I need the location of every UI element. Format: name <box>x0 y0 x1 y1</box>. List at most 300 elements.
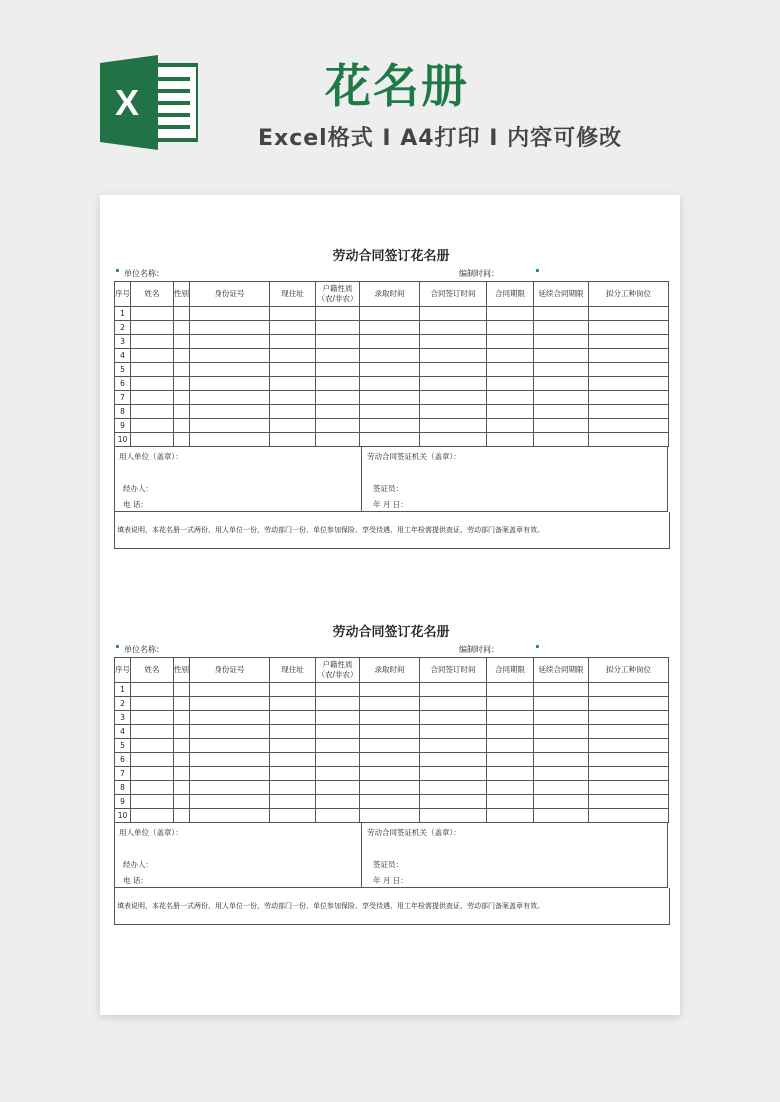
excel-logo-icon <box>100 55 198 150</box>
table-cell[interactable] <box>270 335 316 349</box>
roster-table <box>114 657 669 823</box>
table-cell[interactable] <box>589 697 669 711</box>
table-cell[interactable] <box>270 377 316 391</box>
signature-section <box>114 447 668 512</box>
table-row <box>115 433 669 447</box>
table-row <box>115 781 669 795</box>
table-cell[interactable] <box>270 433 316 447</box>
table-cell[interactable] <box>316 419 360 433</box>
table-row <box>115 795 669 809</box>
table-cell[interactable] <box>270 711 316 725</box>
table-cell[interactable] <box>420 739 487 753</box>
unit-name-label: 单位名称： <box>124 645 164 654</box>
table-cell[interactable] <box>360 683 420 697</box>
row-number: 7 <box>115 767 131 781</box>
column-header: 性别 <box>174 282 190 307</box>
table-cell[interactable] <box>131 307 174 321</box>
table-row <box>115 349 669 363</box>
compile-date-label: 编制时间： <box>459 645 499 654</box>
table-cell[interactable] <box>589 419 669 433</box>
table-cell[interactable] <box>131 767 174 781</box>
table-cell[interactable] <box>487 307 534 321</box>
table-cell[interactable] <box>316 405 360 419</box>
table-cell[interactable] <box>174 725 190 739</box>
table-cell[interactable] <box>534 767 589 781</box>
table-cell[interactable] <box>174 405 190 419</box>
table-cell[interactable] <box>360 795 420 809</box>
unit-name-label: 单位名称： <box>124 269 164 278</box>
row-number: 1 <box>115 307 131 321</box>
sheet-title: 劳动合同签订花名册 <box>332 625 450 640</box>
table-cell[interactable] <box>420 809 487 823</box>
row-number: 6 <box>115 377 131 391</box>
table-cell[interactable] <box>190 363 270 377</box>
table-cell[interactable] <box>316 767 360 781</box>
table-cell[interactable] <box>534 391 589 405</box>
sheet-title: 劳动合同签订花名册 <box>332 249 450 264</box>
roster-table <box>114 281 669 447</box>
table-cell[interactable] <box>316 391 360 405</box>
table-cell[interactable] <box>316 781 360 795</box>
table-header-row <box>115 282 669 307</box>
column-header: 姓名 <box>131 282 174 307</box>
table-row <box>115 391 669 405</box>
table-cell[interactable] <box>190 795 270 809</box>
table-cell[interactable] <box>360 809 420 823</box>
table-cell[interactable] <box>487 753 534 767</box>
table-cell[interactable] <box>534 307 589 321</box>
table-cell[interactable] <box>589 363 669 377</box>
row-number: 3 <box>115 335 131 349</box>
row-number: 9 <box>115 795 131 809</box>
table-cell[interactable] <box>174 321 190 335</box>
table-cell[interactable] <box>270 753 316 767</box>
table-cell[interactable] <box>131 321 174 335</box>
row-number: 2 <box>115 321 131 335</box>
table-cell[interactable] <box>420 363 487 377</box>
table-cell[interactable] <box>420 419 487 433</box>
table-cell[interactable] <box>534 711 589 725</box>
table-cell[interactable] <box>360 377 420 391</box>
date-line: 年 月 日： <box>373 876 408 885</box>
table-cell[interactable] <box>270 781 316 795</box>
table-cell[interactable] <box>420 753 487 767</box>
table-cell[interactable] <box>589 433 669 447</box>
row-number: 4 <box>115 349 131 363</box>
roster-sheet <box>114 623 668 925</box>
table-cell[interactable] <box>174 809 190 823</box>
handler-label: 经办人： <box>123 860 153 869</box>
table-cell[interactable] <box>589 795 669 809</box>
table-cell[interactable] <box>420 349 487 363</box>
table-cell[interactable] <box>190 377 270 391</box>
column-header: 合同期限 <box>487 658 534 683</box>
table-cell[interactable] <box>316 321 360 335</box>
table-row <box>115 725 669 739</box>
table-cell[interactable] <box>174 753 190 767</box>
table-cell[interactable] <box>131 795 174 809</box>
row-number: 5 <box>115 739 131 753</box>
table-cell[interactable] <box>534 321 589 335</box>
table-cell[interactable] <box>131 697 174 711</box>
table-cell[interactable] <box>131 753 174 767</box>
cell-marker-icon <box>536 269 539 272</box>
table-cell[interactable] <box>420 725 487 739</box>
table-row <box>115 419 669 433</box>
fill-instructions: 填表说明，本花名册一式两份，用人单位一份、劳动部门一份、单位参加保险、享受待遇、用工年检需提供查证、劳动部门备案盖章有效。 <box>114 512 670 549</box>
table-cell[interactable] <box>270 419 316 433</box>
table-cell[interactable] <box>316 753 360 767</box>
row-number: 9 <box>115 419 131 433</box>
table-cell[interactable] <box>131 433 174 447</box>
table-cell[interactable] <box>174 795 190 809</box>
table-cell[interactable] <box>589 781 669 795</box>
table-cell[interactable] <box>270 349 316 363</box>
table-cell[interactable] <box>316 349 360 363</box>
table-cell[interactable] <box>360 321 420 335</box>
column-header: 拟分工种岗位 <box>589 282 669 307</box>
table-cell[interactable] <box>131 363 174 377</box>
table-cell[interactable] <box>420 795 487 809</box>
table-cell[interactable] <box>420 767 487 781</box>
table-cell[interactable] <box>360 739 420 753</box>
table-cell[interactable] <box>420 321 487 335</box>
table-row <box>115 767 669 781</box>
signature-section <box>114 823 668 888</box>
table-cell[interactable] <box>420 433 487 447</box>
table-cell[interactable] <box>487 377 534 391</box>
employer-seal-label: 用人单位（盖章）： <box>119 828 183 837</box>
table-cell[interactable] <box>190 349 270 363</box>
table-cell[interactable] <box>534 433 589 447</box>
table-cell[interactable] <box>174 781 190 795</box>
column-header: 性别 <box>174 658 190 683</box>
table-cell[interactable] <box>190 321 270 335</box>
table-cell[interactable] <box>487 725 534 739</box>
table-cell[interactable] <box>270 739 316 753</box>
handler-label: 经办人： <box>123 484 153 493</box>
cell-marker-icon <box>536 645 539 648</box>
table-cell[interactable] <box>534 697 589 711</box>
table-cell[interactable] <box>487 683 534 697</box>
table-cell[interactable] <box>360 419 420 433</box>
table-cell[interactable] <box>589 725 669 739</box>
table-cell[interactable] <box>174 433 190 447</box>
table-row <box>115 335 669 349</box>
table-cell[interactable] <box>589 349 669 363</box>
table-cell[interactable] <box>316 683 360 697</box>
table-cell[interactable] <box>190 725 270 739</box>
column-header: 户籍性质（农/非农） <box>316 658 360 683</box>
row-number: 4 <box>115 725 131 739</box>
table-cell[interactable] <box>589 809 669 823</box>
table-cell[interactable] <box>487 335 534 349</box>
column-header: 现住址 <box>270 658 316 683</box>
row-number: 8 <box>115 781 131 795</box>
table-cell[interactable] <box>190 335 270 349</box>
table-cell[interactable] <box>420 405 487 419</box>
table-cell[interactable] <box>360 405 420 419</box>
table-cell[interactable] <box>534 753 589 767</box>
column-header: 身份证号 <box>190 282 270 307</box>
table-cell[interactable] <box>270 321 316 335</box>
table-cell[interactable] <box>131 683 174 697</box>
phone-label: 电 话： <box>123 500 148 509</box>
agency-seal-label: 劳动合同签证机关（盖章）： <box>367 828 461 837</box>
table-cell[interactable] <box>360 711 420 725</box>
table-cell[interactable] <box>316 739 360 753</box>
table-cell[interactable] <box>534 781 589 795</box>
row-number: 3 <box>115 711 131 725</box>
table-cell[interactable] <box>270 809 316 823</box>
table-cell[interactable] <box>589 405 669 419</box>
table-row <box>115 739 669 753</box>
table-cell[interactable] <box>270 391 316 405</box>
table-cell[interactable] <box>190 767 270 781</box>
table-cell[interactable] <box>131 391 174 405</box>
table-cell[interactable] <box>131 809 174 823</box>
table-cell[interactable] <box>534 405 589 419</box>
table-cell[interactable] <box>190 697 270 711</box>
column-header: 现住址 <box>270 282 316 307</box>
table-cell[interactable] <box>589 683 669 697</box>
table-cell[interactable] <box>589 711 669 725</box>
column-header: 身份证号 <box>190 658 270 683</box>
table-row <box>115 697 669 711</box>
table-cell[interactable] <box>534 335 589 349</box>
table-cell[interactable] <box>589 391 669 405</box>
table-cell[interactable] <box>174 391 190 405</box>
table-cell[interactable] <box>190 683 270 697</box>
table-row <box>115 377 669 391</box>
table-cell[interactable] <box>360 391 420 405</box>
table-cell[interactable] <box>270 405 316 419</box>
table-cell[interactable] <box>360 753 420 767</box>
logo-letter: X <box>114 82 140 123</box>
table-row <box>115 711 669 725</box>
cell-marker-icon <box>116 645 119 648</box>
table-cell[interactable] <box>360 363 420 377</box>
fill-instructions: 填表说明，本花名册一式两份，用人单位一份、劳动部门一份、单位参加保险、享受待遇、用工年检需提供查证、劳动部门备案盖章有效。 <box>114 888 670 925</box>
table-row <box>115 363 669 377</box>
table-cell[interactable] <box>420 335 487 349</box>
table-cell[interactable] <box>487 781 534 795</box>
table-cell[interactable] <box>487 405 534 419</box>
table-row <box>115 683 669 697</box>
row-number: 10 <box>115 809 131 823</box>
table-cell[interactable] <box>131 711 174 725</box>
row-number: 5 <box>115 363 131 377</box>
table-cell[interactable] <box>316 377 360 391</box>
table-cell[interactable] <box>270 363 316 377</box>
table-cell[interactable] <box>487 711 534 725</box>
table-cell[interactable] <box>174 767 190 781</box>
column-header: 拟分工种岗位 <box>589 658 669 683</box>
table-cell[interactable] <box>534 349 589 363</box>
column-header: 户籍性质（农/非农） <box>316 282 360 307</box>
table-cell[interactable] <box>174 683 190 697</box>
table-cell[interactable] <box>131 419 174 433</box>
table-cell[interactable] <box>534 419 589 433</box>
table-cell[interactable] <box>270 683 316 697</box>
table-cell[interactable] <box>487 809 534 823</box>
table-cell[interactable] <box>190 391 270 405</box>
table-cell[interactable] <box>131 335 174 349</box>
table-cell[interactable] <box>174 349 190 363</box>
table-cell[interactable] <box>316 363 360 377</box>
table-cell[interactable] <box>487 419 534 433</box>
table-cell[interactable] <box>534 683 589 697</box>
agency-seal-label: 劳动合同签证机关（盖章）： <box>367 452 461 461</box>
table-cell[interactable] <box>487 767 534 781</box>
table-row <box>115 809 669 823</box>
table-row <box>115 405 669 419</box>
date-line: 年 月 日： <box>373 500 408 509</box>
table-cell[interactable] <box>487 433 534 447</box>
table-cell[interactable] <box>589 377 669 391</box>
table-cell[interactable] <box>360 767 420 781</box>
table-cell[interactable] <box>360 697 420 711</box>
column-header: 序号 <box>115 658 131 683</box>
table-cell[interactable] <box>420 711 487 725</box>
table-cell[interactable] <box>190 809 270 823</box>
table-cell[interactable] <box>487 391 534 405</box>
table-cell[interactable] <box>174 307 190 321</box>
table-cell[interactable] <box>487 795 534 809</box>
table-cell[interactable] <box>316 809 360 823</box>
column-header: 延续合同期限 <box>534 658 589 683</box>
table-row <box>115 307 669 321</box>
table-cell[interactable] <box>360 335 420 349</box>
table-cell[interactable] <box>270 307 316 321</box>
table-cell[interactable] <box>174 711 190 725</box>
table-cell[interactable] <box>131 739 174 753</box>
table-cell[interactable] <box>270 767 316 781</box>
table-cell[interactable] <box>420 697 487 711</box>
cell-marker-icon <box>116 269 119 272</box>
table-cell[interactable] <box>534 795 589 809</box>
table-cell[interactable] <box>487 321 534 335</box>
table-cell[interactable] <box>360 725 420 739</box>
table-header-row <box>115 658 669 683</box>
meta-row <box>114 267 668 281</box>
table-cell[interactable] <box>131 725 174 739</box>
column-header: 录取时间 <box>360 282 420 307</box>
table-cell[interactable] <box>420 377 487 391</box>
table-cell[interactable] <box>131 377 174 391</box>
row-number: 1 <box>115 683 131 697</box>
table-cell[interactable] <box>174 739 190 753</box>
column-header: 合同签订时间 <box>420 282 487 307</box>
table-cell[interactable] <box>420 391 487 405</box>
table-cell[interactable] <box>589 321 669 335</box>
row-number: 8 <box>115 405 131 419</box>
document-page <box>100 195 680 1015</box>
table-cell[interactable] <box>190 405 270 419</box>
table-cell[interactable] <box>534 363 589 377</box>
page-subtitle: Excel格式 I A4打印 I 内容可修改 <box>258 126 623 151</box>
table-cell[interactable] <box>174 363 190 377</box>
table-cell[interactable] <box>360 433 420 447</box>
table-cell[interactable] <box>420 683 487 697</box>
table-cell[interactable] <box>420 307 487 321</box>
table-cell[interactable] <box>316 697 360 711</box>
table-cell[interactable] <box>534 725 589 739</box>
table-cell[interactable] <box>589 335 669 349</box>
table-cell[interactable] <box>316 711 360 725</box>
table-cell[interactable] <box>360 781 420 795</box>
column-header: 姓名 <box>131 658 174 683</box>
table-cell[interactable] <box>360 307 420 321</box>
table-cell[interactable] <box>487 349 534 363</box>
table-cell[interactable] <box>589 753 669 767</box>
table-cell[interactable] <box>316 795 360 809</box>
table-cell[interactable] <box>131 405 174 419</box>
table-cell[interactable] <box>589 739 669 753</box>
table-cell[interactable] <box>534 377 589 391</box>
table-cell[interactable] <box>270 697 316 711</box>
table-cell[interactable] <box>190 753 270 767</box>
table-cell[interactable] <box>316 725 360 739</box>
row-number: 6 <box>115 753 131 767</box>
page-title: 花名册 <box>325 59 469 113</box>
column-header: 延续合同期限 <box>534 282 589 307</box>
roster-sheet <box>114 247 668 549</box>
table-cell[interactable] <box>131 349 174 363</box>
table-cell[interactable] <box>190 419 270 433</box>
table-cell[interactable] <box>316 433 360 447</box>
table-cell[interactable] <box>487 363 534 377</box>
table-cell[interactable] <box>174 377 190 391</box>
table-cell[interactable] <box>360 349 420 363</box>
table-cell[interactable] <box>190 739 270 753</box>
signer-label: 签证员： <box>373 484 403 493</box>
table-cell[interactable] <box>316 307 360 321</box>
table-cell[interactable] <box>534 739 589 753</box>
employer-seal-label: 用人单位（盖章）： <box>119 452 183 461</box>
table-cell[interactable] <box>190 307 270 321</box>
table-cell[interactable] <box>316 335 360 349</box>
signature-divider <box>361 447 362 511</box>
table-cell[interactable] <box>420 781 487 795</box>
table-cell[interactable] <box>174 697 190 711</box>
row-number: 10 <box>115 433 131 447</box>
table-cell[interactable] <box>589 767 669 781</box>
signer-label: 签证员： <box>373 860 403 869</box>
table-cell[interactable] <box>534 809 589 823</box>
table-cell[interactable] <box>270 725 316 739</box>
row-number: 2 <box>115 697 131 711</box>
table-cell[interactable] <box>174 335 190 349</box>
table-cell[interactable] <box>174 419 190 433</box>
column-header: 合同签订时间 <box>420 658 487 683</box>
table-cell[interactable] <box>131 781 174 795</box>
row-number: 7 <box>115 391 131 405</box>
meta-row <box>114 643 668 657</box>
column-header: 合同期限 <box>487 282 534 307</box>
table-cell[interactable] <box>270 795 316 809</box>
table-cell[interactable] <box>589 307 669 321</box>
table-row <box>115 321 669 335</box>
table-cell[interactable] <box>190 711 270 725</box>
table-cell[interactable] <box>487 697 534 711</box>
phone-label: 电 话： <box>123 876 148 885</box>
table-cell[interactable] <box>487 739 534 753</box>
table-row <box>115 753 669 767</box>
column-header: 序号 <box>115 282 131 307</box>
table-cell[interactable] <box>190 433 270 447</box>
table-cell[interactable] <box>190 781 270 795</box>
